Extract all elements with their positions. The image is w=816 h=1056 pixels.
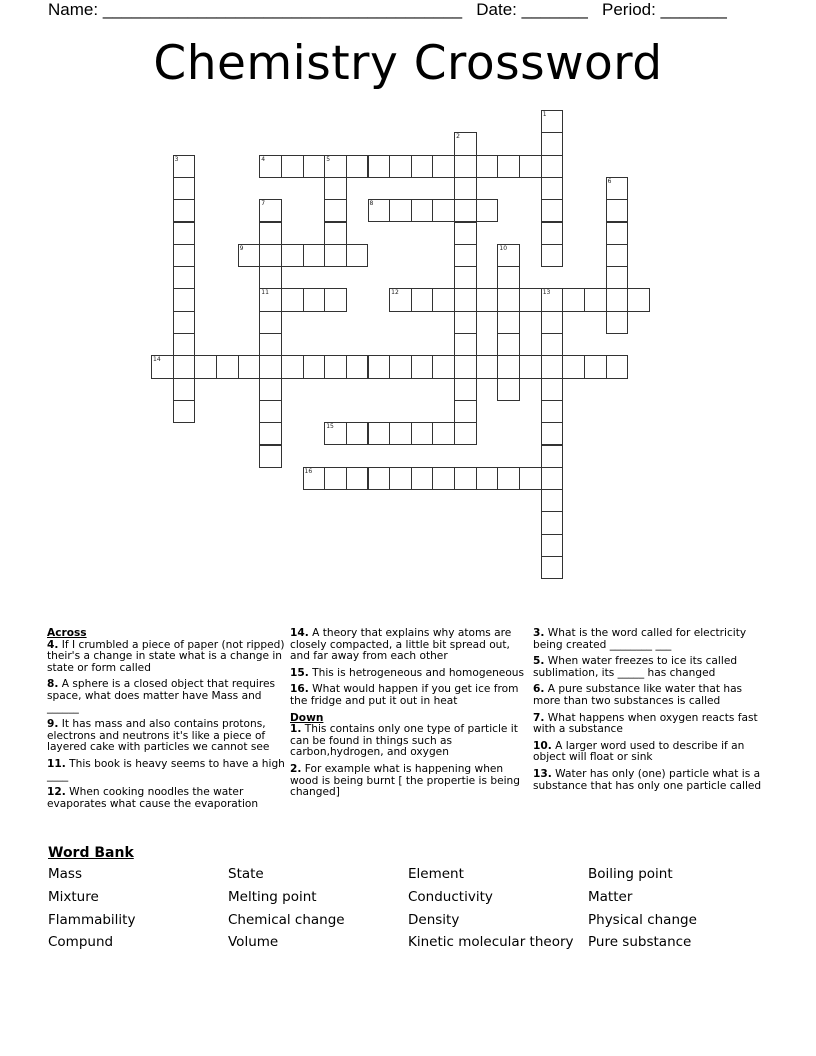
clue-number: 12 (391, 289, 399, 297)
crossword-cell[interactable] (173, 333, 196, 356)
crossword-cell[interactable] (454, 222, 477, 245)
word-bank-item: Conductivity (408, 889, 493, 905)
crossword-cell[interactable] (606, 177, 629, 200)
crossword-cell[interactable] (476, 155, 499, 178)
crossword-cell[interactable] (454, 132, 477, 155)
crossword-cell[interactable] (454, 467, 477, 490)
crossword-cell[interactable] (541, 244, 564, 267)
word-bank-item: Physical change (588, 912, 697, 928)
word-bank-item: State (228, 866, 264, 882)
crossword-cell[interactable] (324, 244, 347, 267)
clue-number: 8 (369, 200, 374, 208)
crossword-cell[interactable] (259, 378, 282, 401)
crossword-cell[interactable] (432, 422, 455, 445)
crossword-cell[interactable] (411, 467, 434, 490)
crossword-cell[interactable] (541, 333, 564, 356)
crossword-cell[interactable] (454, 266, 477, 289)
clue-down-6: 6. A pure substance like water that has more than two substances is called (533, 683, 743, 707)
word-bank-item: Boiling point (588, 866, 673, 882)
crossword-cell[interactable] (346, 467, 369, 490)
crossword-cell[interactable] (324, 467, 347, 490)
crossword-cell[interactable] (389, 355, 412, 378)
crossword-cell[interactable] (173, 222, 196, 245)
crossword-cell[interactable] (541, 556, 564, 579)
crossword-cell[interactable] (541, 311, 564, 334)
crossword-cell[interactable] (346, 355, 369, 378)
crossword-cell[interactable] (368, 155, 391, 178)
crossword-cell[interactable] (541, 378, 564, 401)
crossword-cell[interactable] (411, 155, 434, 178)
word-bank-item: Density (408, 912, 460, 928)
crossword-cell[interactable] (541, 489, 564, 512)
clue-number: 13 (542, 289, 551, 297)
crossword-cell[interactable] (346, 155, 369, 178)
word-bank-item: Element (408, 866, 464, 882)
crossword-cell[interactable] (541, 467, 564, 490)
crossword-cell[interactable] (259, 333, 282, 356)
crossword-cell[interactable] (173, 244, 196, 267)
crossword-cell[interactable] (454, 177, 477, 200)
crossword-cell[interactable] (259, 311, 282, 334)
crossword-cell[interactable] (541, 132, 564, 155)
crossword-cell[interactable] (541, 400, 564, 423)
clue-across-9: 9. It has mass and also contains protons, electrons and neutrons it's like a piece of layered cake with particles we cannot see (47, 718, 270, 754)
page-title: Chemistry Crossword (153, 36, 663, 91)
crossword-cell[interactable] (432, 199, 455, 222)
clue-number: 3 (174, 155, 179, 163)
crossword-cell[interactable] (541, 155, 564, 178)
crossword-cell[interactable] (389, 422, 412, 445)
crossword-cell[interactable] (259, 222, 282, 245)
crossword-cell[interactable] (519, 288, 542, 311)
clues-column-2 (290, 628, 528, 804)
crossword-cell[interactable] (627, 288, 650, 311)
crossword-cell[interactable] (606, 266, 629, 289)
crossword-cell[interactable] (259, 422, 282, 445)
crossword-cell[interactable] (432, 355, 455, 378)
word-bank-item: Matter (588, 889, 633, 905)
crossword-cell[interactable] (562, 288, 585, 311)
crossword-cell[interactable] (606, 222, 629, 245)
crossword-cell[interactable] (324, 155, 347, 178)
crossword-cell[interactable] (606, 244, 629, 267)
crossword-cell[interactable] (173, 288, 196, 311)
word-bank-item: Mixture (48, 889, 99, 905)
crossword-cell[interactable] (324, 422, 347, 445)
crossword-cell[interactable] (454, 400, 477, 423)
crossword-cell[interactable] (497, 155, 520, 178)
crossword-cell[interactable] (454, 155, 477, 178)
word-bank-item: Flammability (48, 912, 136, 928)
crossword-cell[interactable] (324, 288, 347, 311)
crossword-cell[interactable] (173, 355, 196, 378)
crossword-cell[interactable] (454, 355, 477, 378)
crossword-cell[interactable] (432, 467, 455, 490)
clue-number: 2 (456, 133, 460, 141)
crossword-cell[interactable] (173, 177, 196, 200)
crossword-cell[interactable] (281, 244, 304, 267)
crossword-cell[interactable] (541, 199, 564, 222)
crossword-cell[interactable] (519, 355, 542, 378)
crossword-cell[interactable] (259, 288, 282, 311)
date-field[interactable]: _______ (521, 0, 588, 19)
crossword-cell[interactable] (541, 288, 564, 311)
crossword-cell[interactable] (411, 355, 434, 378)
clue-across-8: 8. A sphere is a closed object that requires space, what does matter have Mass and ______ (47, 678, 276, 714)
clue-down-1: 1. This contains only one type of particle it can be found in things such as carbon,hydrogen, and oxygen (290, 723, 518, 759)
crossword-cell[interactable] (324, 177, 347, 200)
crossword-cell[interactable] (454, 244, 477, 267)
crossword-cell[interactable] (389, 288, 412, 311)
crossword-cell[interactable] (216, 355, 239, 378)
crossword-cell[interactable] (476, 355, 499, 378)
crossword-cell[interactable] (151, 355, 174, 378)
crossword-cell[interactable] (541, 422, 564, 445)
crossword-cell[interactable] (454, 378, 477, 401)
crossword-cell[interactable] (454, 311, 477, 334)
crossword-cell[interactable] (497, 355, 520, 378)
crossword-cell[interactable] (497, 333, 520, 356)
crossword-cell[interactable] (259, 155, 282, 178)
crossword-cell[interactable] (303, 155, 326, 178)
clue-across-15: 15. This is hetrogeneous and homogeneous (290, 666, 525, 679)
crossword-cell[interactable] (173, 400, 196, 423)
clue-number: 9 (239, 244, 244, 252)
crossword-cell[interactable] (519, 467, 542, 490)
crossword-cell[interactable] (346, 244, 369, 267)
crossword-cell[interactable] (281, 355, 304, 378)
crossword-cell[interactable] (173, 155, 196, 178)
clue-across-12: 12. When cooking noodles the water evaporates what cause the evaporation (47, 786, 259, 810)
crossword-cell[interactable] (606, 199, 629, 222)
clue-down-7: 7. What happens when oxygen reacts fast with a substance (533, 711, 758, 736)
crossword-cell[interactable] (476, 467, 499, 490)
crossword-cell[interactable] (259, 199, 282, 222)
word-bank-item: Compund (48, 934, 114, 950)
clue-across-4: 4. If I crumbled a piece of paper (not ripped) their's a change in state what is a change in state or form called (47, 638, 285, 674)
name-field[interactable]: ______________________________________ (102, 0, 463, 19)
crossword-cell[interactable] (389, 467, 412, 490)
name-label: Name: (48, 0, 99, 19)
crossword-cell[interactable] (497, 266, 520, 289)
crossword-cell[interactable] (519, 155, 542, 178)
clue-across-11: 11. This book is heavy seems to have a high ____ (47, 757, 285, 782)
crossword-cell[interactable] (411, 288, 434, 311)
crossword-cell[interactable] (454, 288, 477, 311)
crossword-cell[interactable] (541, 222, 564, 245)
clue-across-16: 16. What would happen if you get ice from the fridge and put it out in heat (290, 683, 519, 707)
crossword-cell[interactable] (259, 244, 282, 267)
crossword-cell[interactable] (259, 400, 282, 423)
crossword-cell[interactable] (303, 288, 326, 311)
crossword-cell[interactable] (476, 199, 499, 222)
period-field[interactable]: _______ (660, 0, 727, 19)
clue-number: 1 (542, 111, 547, 118)
crossword-cell[interactable] (368, 199, 391, 222)
crossword-cell[interactable] (606, 288, 629, 311)
clue-down-10: 10. A larger word used to describe if an object will float or sink (533, 739, 745, 764)
crossword-cell[interactable] (346, 422, 369, 445)
clue-down-13: 13. Water has only (one) particle what is a substance that has only one particle called (533, 767, 762, 792)
crossword-cell[interactable] (541, 511, 564, 534)
clue-down-5: 5. When water freezes to ice its called sublimation, its _____ has changed (533, 655, 738, 679)
crossword-cell[interactable] (368, 355, 391, 378)
crossword-cell[interactable] (281, 155, 304, 178)
crossword-cell[interactable] (259, 445, 282, 468)
crossword-cell[interactable] (368, 467, 391, 490)
crossword-cell[interactable] (324, 222, 347, 245)
crossword-cell[interactable] (238, 244, 261, 267)
crossword-cell[interactable] (454, 422, 477, 445)
crossword-cell[interactable] (324, 199, 347, 222)
crossword-cell[interactable] (584, 288, 607, 311)
clue-down-2: 2. For example what is happening when wood is being burnt [ the propertie is being changed] (290, 762, 520, 799)
crossword-cell[interactable] (497, 244, 520, 267)
clue-number: 15 (326, 423, 334, 431)
crossword-cell[interactable] (303, 244, 326, 267)
crossword-cell[interactable] (259, 266, 282, 289)
crossword-cell[interactable] (194, 355, 217, 378)
crossword-cell[interactable] (411, 199, 434, 222)
crossword-cell[interactable] (476, 288, 499, 311)
crossword-cell[interactable] (173, 311, 196, 334)
crossword-cell[interactable] (584, 355, 607, 378)
word-bank-item: Mass (48, 866, 82, 882)
crossword-cell[interactable] (562, 355, 585, 378)
crossword-cell[interactable] (281, 288, 304, 311)
clue-number: 6 (607, 177, 612, 185)
crossword-cell[interactable] (389, 199, 412, 222)
clue-number: 11 (261, 289, 269, 297)
crossword-cell[interactable] (497, 288, 520, 311)
clue-across-14: 14. A theory that explains why atoms are closely compacted, a little bit spread out, and far away from each other (290, 627, 512, 663)
word-bank-item: Volume (228, 934, 279, 950)
crossword-cell[interactable] (497, 311, 520, 334)
crossword-cell[interactable] (497, 378, 520, 401)
crossword-cell[interactable] (541, 177, 564, 200)
crossword-cell[interactable] (259, 355, 282, 378)
across-heading: Across (47, 627, 87, 639)
crossword-cell[interactable] (173, 199, 196, 222)
clue-number: 4 (261, 155, 266, 163)
crossword-cell[interactable] (368, 422, 391, 445)
crossword-cell[interactable] (541, 110, 564, 133)
clue-number: 14 (153, 356, 161, 364)
word-bank-heading: Word Bank (48, 845, 134, 861)
crossword-cell[interactable] (454, 199, 477, 222)
crossword-cell[interactable] (606, 355, 629, 378)
crossword-cell[interactable] (541, 355, 564, 378)
crossword-cell[interactable] (432, 155, 455, 178)
crossword-cell[interactable] (497, 467, 520, 490)
down-heading: Down (290, 711, 324, 724)
word-bank-item: Chemical change (228, 912, 345, 928)
crossword-cell[interactable] (606, 311, 629, 334)
crossword-cell[interactable] (454, 333, 477, 356)
word-bank-item: Kinetic molecular theory (408, 934, 574, 950)
clue-down-3: 3. What is the word called for electricity being created ________ ___ (533, 627, 747, 651)
clue-number: 16 (304, 467, 313, 475)
crossword-cell[interactable] (432, 288, 455, 311)
clues-column-1 (47, 628, 285, 815)
crossword-cell[interactable] (303, 355, 326, 378)
crossword-cell[interactable] (541, 445, 564, 468)
date-label: Date: (476, 0, 517, 19)
crossword-cell[interactable] (173, 378, 196, 401)
crossword-cell[interactable] (173, 266, 196, 289)
crossword-cell[interactable] (303, 467, 326, 490)
word-bank-item: Pure substance (588, 934, 692, 950)
word-bank-item: Melting point (228, 889, 317, 905)
clues-column-3 (533, 628, 771, 797)
clue-number: 7 (261, 200, 266, 208)
crossword-cell[interactable] (324, 355, 347, 378)
clue-number: 5 (326, 155, 331, 163)
clue-number: 10 (499, 244, 508, 252)
crossword-cell[interactable] (238, 355, 261, 378)
period-label: Period: (602, 0, 656, 19)
crossword-cell[interactable] (411, 422, 434, 445)
crossword-cell[interactable] (389, 155, 412, 178)
crossword-cell[interactable] (541, 534, 564, 557)
